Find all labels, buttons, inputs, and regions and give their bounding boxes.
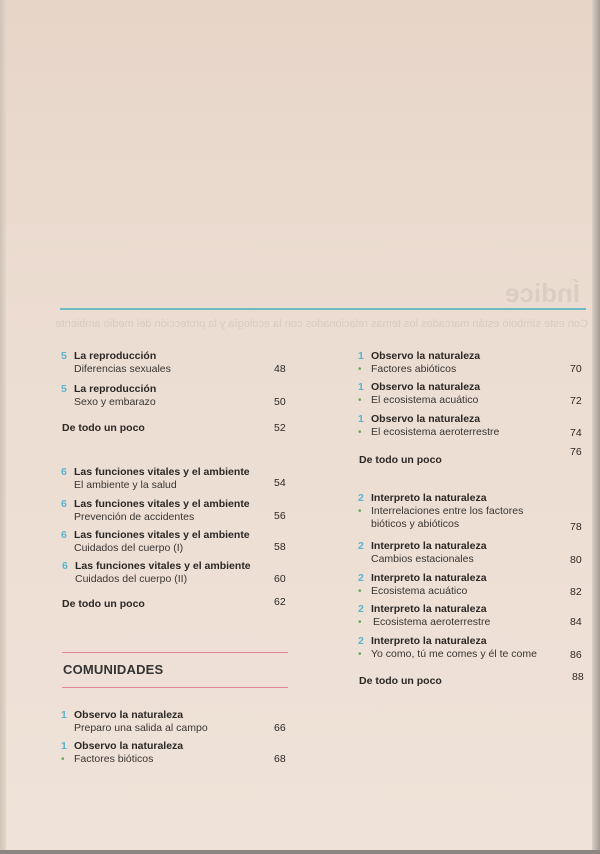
unit-number: 1 — [61, 709, 67, 721]
unit-number: 5 — [61, 383, 67, 395]
lesson-title: Ecosistema acuático — [371, 585, 468, 597]
page-number: 58 — [274, 541, 286, 553]
ecology-bullet-icon: • — [61, 754, 65, 765]
lesson-title: Interrelaciones entre los factores — [371, 505, 524, 517]
page-edge-bottom — [0, 850, 600, 854]
ecology-bullet-icon: • — [358, 617, 362, 628]
page-edge-left — [0, 0, 6, 854]
ecology-bullet-icon: • — [358, 427, 362, 438]
page-number: 70 — [570, 363, 582, 375]
unit-title: Las funciones vitales y el ambiente — [74, 466, 250, 478]
page-edge-right — [592, 0, 600, 854]
toc-entry — [61, 350, 171, 376]
unit-title: Observo la naturaleza — [371, 381, 481, 393]
lesson-title: Cuidados del cuerpo (II) — [75, 573, 188, 585]
toc-entry — [61, 466, 250, 492]
page-number: 52 — [274, 422, 286, 434]
ecology-bullet-icon: • — [358, 506, 362, 517]
lesson-title: Cuidados del cuerpo (I) — [74, 542, 184, 554]
lesson-title: El ecosistema acuático — [371, 394, 479, 406]
page-number: 60 — [274, 573, 286, 585]
toc-entry — [358, 492, 523, 531]
unit-number: 6 — [61, 466, 67, 478]
unit-number: 2 — [358, 635, 364, 647]
page-number: 62 — [274, 596, 286, 608]
unit-number: 2 — [358, 492, 364, 504]
lesson-title: Yo como, tú me comes y él te come — [371, 648, 537, 660]
unit-title: La reproducción — [74, 383, 157, 395]
ecology-bullet-icon: • — [358, 364, 362, 375]
summary-entry: De todo un poco — [359, 675, 442, 687]
page-number: 68 — [274, 753, 286, 765]
section-rule-bottom — [62, 687, 288, 688]
unit-title: Interpreto la naturaleza — [371, 572, 487, 584]
unit-title: Observo la naturaleza — [74, 709, 184, 721]
section-heading: COMUNIDADES — [63, 662, 164, 677]
page-number: 72 — [570, 395, 582, 407]
unit-number: 2 — [358, 603, 364, 615]
page-number: 78 — [570, 521, 582, 533]
unit-title: La reproducción — [74, 350, 157, 362]
unit-title: Las funciones vitales y el ambiente — [74, 498, 250, 510]
unit-title: Las funciones vitales y el ambiente — [74, 529, 250, 541]
unit-number: 6 — [61, 529, 67, 541]
page-number: 82 — [570, 586, 582, 598]
lesson-title: Factores abióticos — [371, 363, 457, 375]
unit-title: Interpreto la naturaleza — [371, 540, 487, 552]
toc-entry — [61, 383, 156, 409]
page-number: 88 — [572, 671, 584, 683]
page-number: 50 — [274, 396, 286, 408]
ecology-bullet-icon: • — [358, 649, 362, 660]
ecology-bullet-icon: • — [358, 586, 362, 597]
page-number: 86 — [570, 649, 582, 661]
toc-entry — [61, 709, 208, 735]
page-number: 56 — [274, 510, 286, 522]
unit-number: 5 — [61, 350, 67, 362]
bleed-through-note: Con este símbolo están marcados los temas relacionados con la ecología y la protección del medio ambiente — [55, 318, 588, 330]
unit-number: 2 — [358, 540, 364, 552]
page-number: 80 — [570, 554, 582, 566]
unit-number: 1 — [358, 350, 364, 362]
section-rule-top — [62, 652, 288, 653]
page-number: 66 — [274, 722, 286, 734]
lesson-title: Prevención de accidentes — [74, 511, 195, 523]
toc-entry — [61, 498, 250, 524]
toc-entry — [61, 740, 183, 766]
page-number: 76 — [570, 446, 582, 458]
toc-entry — [358, 603, 490, 629]
lesson-title: Factores bióticos — [74, 753, 154, 765]
summary-entry: De todo un poco — [62, 422, 145, 434]
toc-entry — [62, 560, 251, 586]
unit-number: 1 — [61, 740, 67, 752]
toc-entry — [358, 350, 480, 376]
unit-number: 6 — [62, 560, 68, 572]
unit-title: Observo la naturaleza — [371, 413, 481, 425]
page-number: 54 — [274, 477, 286, 489]
summary-entry: De todo un poco — [62, 598, 145, 610]
unit-number: 6 — [61, 498, 67, 510]
unit-title: Interpreto la naturaleza — [371, 603, 487, 615]
lesson-title-continued: bióticos y abióticos — [371, 518, 460, 530]
unit-number: 1 — [358, 381, 364, 393]
toc-entry — [358, 572, 487, 598]
page-number: 84 — [570, 616, 582, 628]
unit-title: Interpreto la naturaleza — [371, 635, 487, 647]
lesson-title: Sexo y embarazo — [74, 396, 156, 408]
lesson-title: Diferencias sexuales — [74, 363, 171, 375]
page-number: 74 — [570, 427, 582, 439]
unit-title: Interpreto la naturaleza — [371, 492, 487, 504]
index-top-rule — [60, 308, 586, 310]
summary-entry: De todo un poco — [359, 454, 442, 466]
unit-title: Observo la naturaleza — [74, 740, 184, 752]
toc-entry — [358, 381, 480, 407]
toc-entry — [358, 540, 487, 566]
lesson-title: Cambios estacionales — [371, 553, 474, 565]
lesson-title: Ecosistema aeroterrestre — [373, 616, 491, 628]
unit-number: 2 — [358, 572, 364, 584]
lesson-title: El ecosistema aeroterrestre — [371, 426, 500, 438]
toc-entry — [358, 635, 537, 661]
unit-number: 1 — [358, 413, 364, 425]
lesson-title: El ambiente y la salud — [74, 479, 177, 491]
bleed-through-title: Índice — [505, 278, 581, 308]
unit-title: Observo la naturaleza — [371, 350, 481, 362]
page-number: 48 — [274, 363, 286, 375]
lesson-title: Preparo una salida al campo — [74, 722, 208, 734]
toc-entry — [61, 529, 250, 555]
ecology-bullet-icon: • — [358, 395, 362, 406]
unit-title: Las funciones vitales y el ambiente — [75, 560, 251, 572]
toc-entry — [358, 413, 499, 439]
